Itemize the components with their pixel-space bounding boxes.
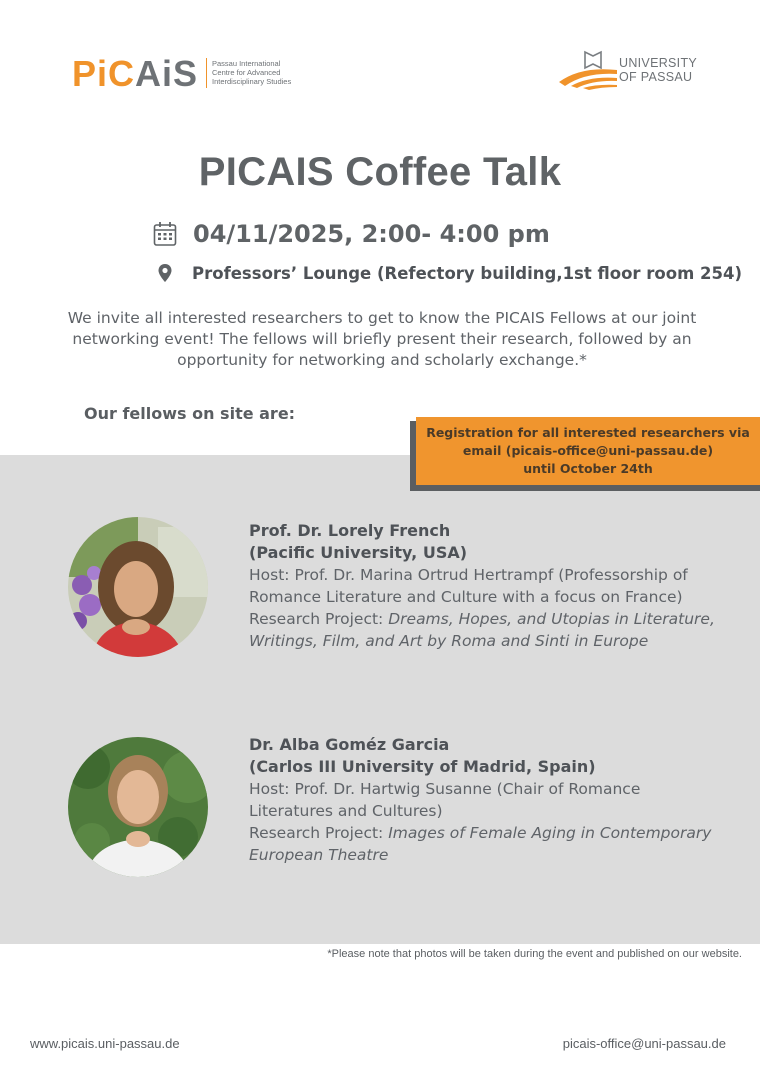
event-date-time: 04/11/2025, 2:00- 4:00 pm (193, 220, 550, 248)
fellow-portrait-image (68, 737, 208, 877)
fellow-host (249, 564, 729, 608)
host-label: Host: (249, 566, 290, 584)
logo-divider (206, 58, 207, 88)
university-name-line: UNIVERSITY (619, 56, 698, 70)
fellow-name: Dr. Alba Goméz Garcia (249, 735, 450, 754)
fellow-photo (68, 737, 208, 877)
event-location: Professors’ Lounge (Refectory building,1st floor room 254) (192, 264, 743, 283)
registration-line: Registration for all interested researchers via (426, 425, 750, 440)
photo-note: *Please note that photos will be taken during the event and published on our website. (327, 948, 742, 960)
location-pin-icon (157, 263, 173, 283)
fellow-project (249, 608, 729, 652)
university-emblem-icon (557, 48, 619, 92)
fellow-photo (68, 517, 208, 657)
host-value: Prof. Dr. Hartwig Susanne (Chair of Romance Literatures and Cultures) (249, 780, 641, 820)
fellows-heading: Our fellows on site are: (84, 404, 296, 423)
fellow-project (249, 822, 729, 866)
project-label: Research Project: (249, 824, 384, 842)
registration-box (416, 417, 760, 485)
footer-website-link[interactable]: www.picais.uni-passau.de (30, 1036, 180, 1051)
event-title: PICAIS Coffee Talk (198, 150, 562, 194)
university-name (619, 56, 697, 84)
event-intro-text: We invite all interested researchers to get to know the PICAIS Fellows at our joint networking event! The fellows will briefly present their research, followed by an opportunity for networking and scholarly exchange.* (67, 309, 697, 369)
registration-email-line[interactable]: email (picais-office@uni-passau.de) (462, 443, 714, 458)
fellow-name: Prof. Dr. Lorely French (249, 521, 451, 540)
picais-logo (72, 54, 312, 94)
fellow-portrait-image (68, 517, 208, 657)
picais-subtitle-line: Passau International (212, 59, 281, 68)
footer-email-link[interactable]: picais-office@uni-passau.de (562, 1036, 726, 1051)
fellow-card (249, 520, 729, 652)
host-value: Prof. Dr. Marina Ortrud Hertrampf (Professorship of Romance Literature and Culture with a focus on France) (249, 566, 688, 606)
picais-wordmark: PiCAiS (72, 53, 199, 94)
registration-deadline-line: until October 24th (523, 461, 653, 476)
fellow-card (249, 734, 729, 866)
picais-subtitle-line: Centre for Advanced (212, 68, 281, 77)
picais-logo-subtitle (212, 59, 322, 86)
project-value: Images of Female Aging in Contemporary European Theatre (249, 824, 712, 864)
picais-subtitle-line: Interdisciplinary Studies (212, 77, 292, 86)
project-label: Research Project: (249, 610, 384, 628)
fellow-affiliation: (Pacific University, USA) (249, 543, 468, 562)
calendar-icon (153, 221, 177, 247)
host-label: Host: (249, 780, 290, 798)
project-value: Dreams, Hopes, and Utopias in Literature, Writings, Film, and Art by Roma and Sinti in Europe (249, 610, 715, 650)
fellow-host (249, 778, 729, 822)
fellow-affiliation: (Carlos III University of Madrid, Spain) (249, 757, 596, 776)
university-logo (557, 48, 707, 92)
university-name-line: OF PASSAU (619, 70, 693, 84)
